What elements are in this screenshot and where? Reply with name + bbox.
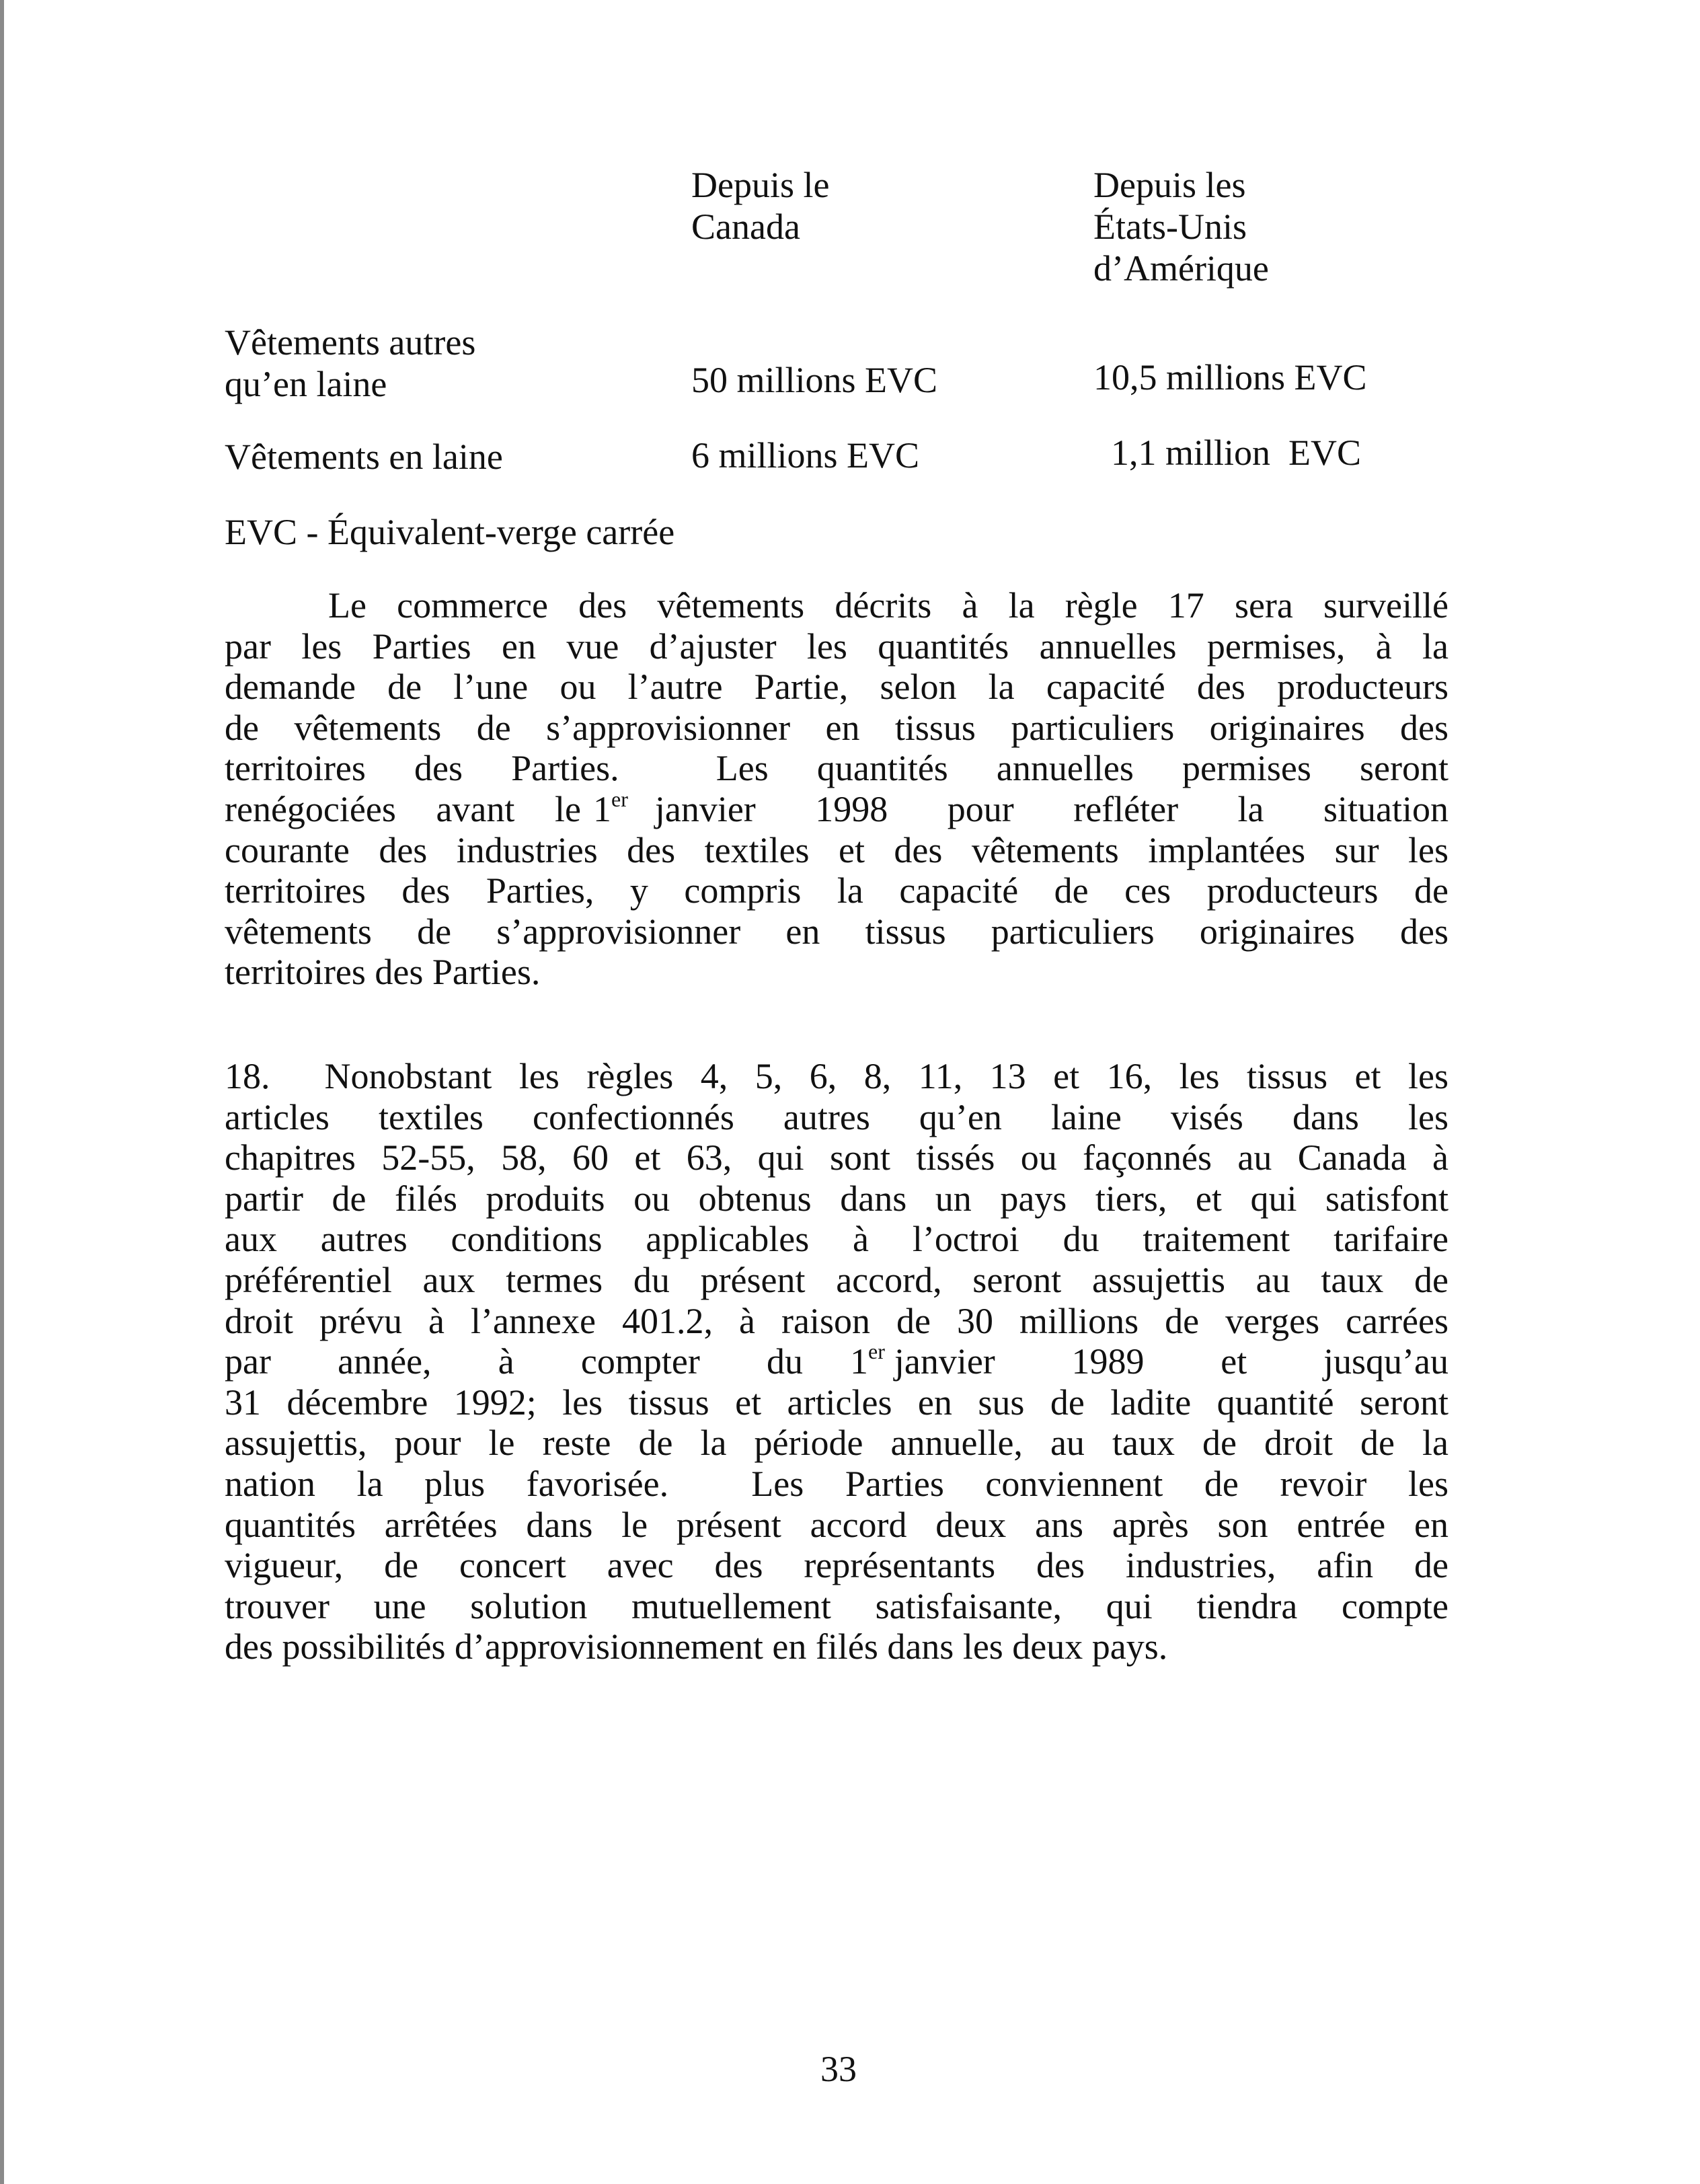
ordinal-superscript: er — [611, 786, 628, 811]
paragraph-line: partir de filés produits ou obtenus dans un pays tiers, et qui satisfont — [225, 1178, 1448, 1219]
paragraph-1 — [225, 585, 1448, 993]
paragraph-line: chapitres 52-55, 58, 60 et 63, qui sont tissés ou façonnés au Canada à — [225, 1137, 1448, 1178]
paragraph-line: vigueur, de concert avec des représentants des industries, afin de — [225, 1545, 1448, 1586]
paragraph-line: vêtements de s’approvisionner en tissus particuliers originaires des — [225, 911, 1448, 952]
paragraph-line: quantités arrêtées dans le présent accord deux ans après son entrée en — [225, 1504, 1448, 1545]
row-label-non-wool — [225, 322, 475, 405]
paragraph-line: 31 décembre 1992; les tissus et articles en sus de ladite quantité seront — [225, 1382, 1448, 1423]
column-header-usa — [1093, 164, 1269, 289]
column-header-canada-line: Depuis le — [691, 165, 830, 205]
paragraph-line: Le commerce des vêtements décrits à la règle 17 sera surveillé — [328, 585, 1448, 626]
ordinal-date — [593, 786, 628, 830]
paragraph-line: par les Parties en vue d’ajuster les quantités annuelles permises, à la — [225, 626, 1448, 667]
line-segment: renégociées avant le — [225, 788, 581, 829]
paragraph-line: de vêtements de s’approvisionner en tissus particuliers originaires des — [225, 707, 1448, 748]
paragraph-line: trouver une solution mutuellement satisfaisante, qui tiendra compte — [225, 1585, 1448, 1626]
paragraph-line: articles textiles confectionnés autres qu’en laine visés dans les — [225, 1096, 1448, 1137]
paragraph-line: courante des industries des textiles et des vêtements implantées sur les — [225, 829, 1448, 870]
line-segment: par année, à compter du — [225, 1341, 803, 1382]
cell-usa-wool: 1,1 million EVC — [1111, 432, 1362, 473]
column-header-usa-line: d’Amérique — [1093, 248, 1269, 289]
cell-canada-non-wool: 50 millions EVC — [691, 360, 938, 400]
line-segment: janvier 1989 et jusqu’au — [894, 1341, 1448, 1382]
paragraph-line: des possibilités d’approvisionnement en filés dans les deux pays. — [225, 1626, 1168, 1667]
scan-left-edge — [0, 0, 4, 2184]
paragraph-line: 18. Nonobstant les règles 4, 5, 6, 8, 11, 13 et 16, les tissus et les — [225, 1056, 1448, 1096]
ordinal-base: 1 — [850, 1341, 868, 1382]
page-number: 33 — [820, 2049, 857, 2089]
ordinal-base: 1 — [593, 788, 611, 829]
paragraph-line: demande de l’une ou l’autre Partie, selon la capacité des producteurs — [225, 667, 1448, 708]
ordinal-superscript: er — [868, 1339, 885, 1364]
paragraph-line: préférentiel aux termes du présent accord, seront assujettis au taux de — [225, 1259, 1448, 1300]
paragraph-line-with-ordinal — [225, 786, 1448, 830]
paragraph-line: territoires des Parties. Les quantités annuelles permises seront — [225, 748, 1448, 789]
line-segment: janvier 1998 pour refléter la situation — [654, 788, 1448, 829]
paragraph-line: aux autres conditions applicables à l’octroi du traitement tarifaire — [225, 1219, 1448, 1260]
cell-usa-non-wool: 10,5 millions EVC — [1093, 357, 1367, 398]
paragraph-line: nation la plus favorisée. Les Parties conviennent de revoir les — [225, 1463, 1448, 1504]
column-header-usa-line: États-Unis — [1093, 206, 1247, 247]
paragraph-line: territoires des Parties, y compris la capacité de ces producteurs de — [225, 870, 1448, 911]
row-label-line: Vêtements autres — [225, 322, 476, 363]
cell-canada-wool: 6 millions EVC — [691, 435, 920, 476]
paragraph-line: territoires des Parties. — [225, 952, 541, 993]
column-header-canada-line: Canada — [691, 206, 800, 247]
column-header-usa-line: Depuis les — [1093, 165, 1246, 205]
paragraph-line-with-ordinal — [225, 1341, 1448, 1382]
row-label-wool: Vêtements en laine — [225, 437, 503, 477]
paragraph-line: assujettis, pour le reste de la période annuelle, au taux de droit de la — [225, 1423, 1448, 1464]
column-header-canada — [691, 164, 829, 248]
paragraph-2-rule-18 — [225, 1056, 1448, 1667]
paragraph-line: droit prévu à l’annexe 401.2, à raison de 30 millions de verges carrées — [225, 1300, 1448, 1341]
evc-definition: EVC - Équivalent-verge carrée — [225, 512, 675, 552]
row-label-line: qu’en laine — [225, 364, 387, 404]
ordinal-date — [850, 1341, 885, 1382]
